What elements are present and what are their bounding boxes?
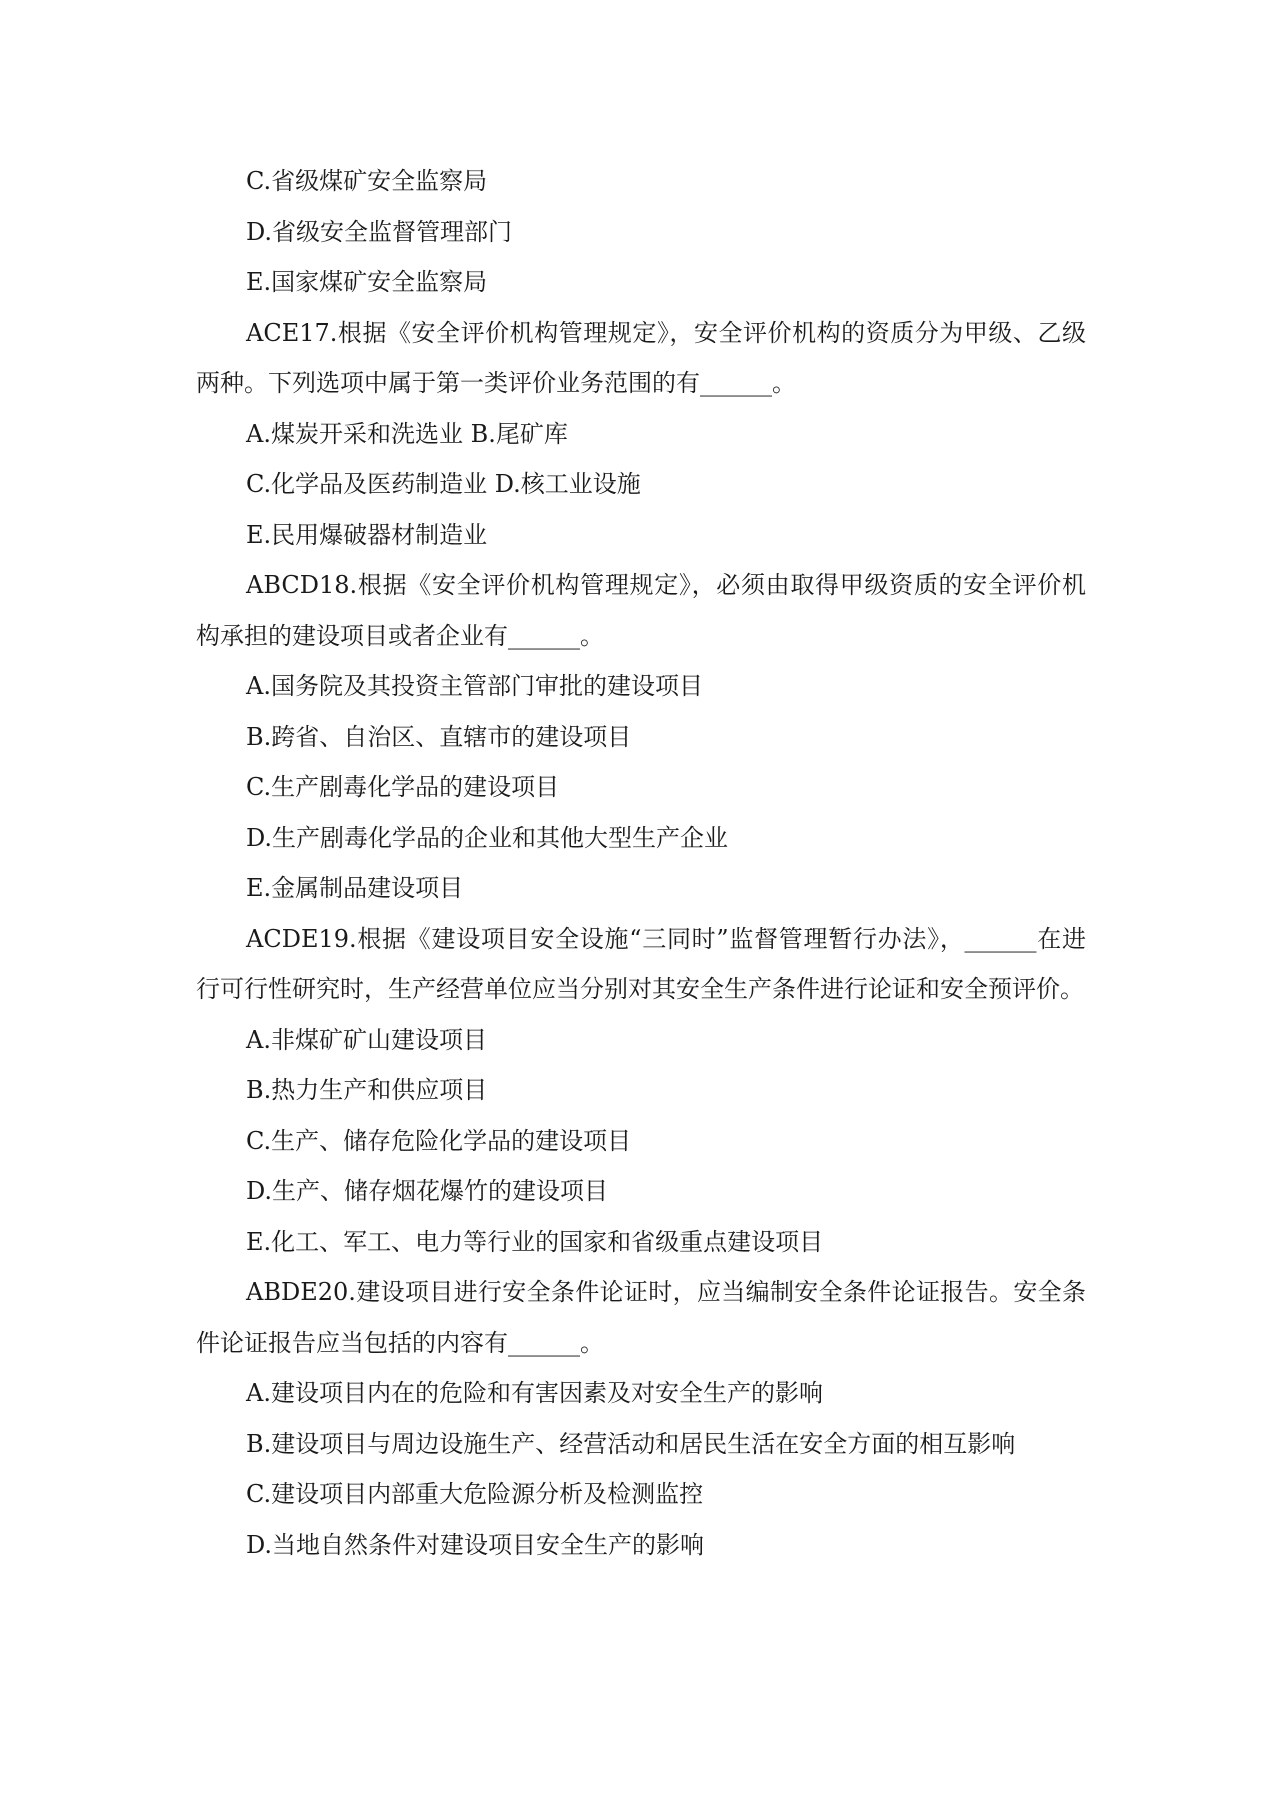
option-text: A.建设项目内在的危险和有害因素及对安全生产的影响 (246, 1379, 823, 1407)
question-17: ACE17.根据《安全评价机构管理规定》，安全评价机构的资质分为甲级、乙级两种。下列选项中属于第一类评价业务范围的有______。 (196, 318, 1086, 397)
option-text: C.省级煤矿安全监察局 (246, 167, 488, 195)
option-text: E.民用爆破器材制造业 (246, 520, 488, 549)
option-text: D.省级安全监督管理部门 (246, 217, 513, 246)
question-20: ABDE20.建设项目进行安全条件论证时，应当编制安全条件论证报告。安全条件论证报告应当包括的内容有______。 (196, 1278, 1086, 1357)
question-18: ABCD18.根据《安全评价机构管理规定》，必须由取得甲级资质的安全评价机构承担的建设项目或者企业有______。 (196, 571, 1086, 650)
option-text: D.当地自然条件对建设项目安全生产的影响 (246, 1530, 705, 1559)
option-text: D.生产剧毒化学品的企业和其他大型生产企业 (246, 823, 729, 852)
option-text: B.热力生产和供应项目 (246, 1076, 488, 1104)
option-text: C.化学品及医药制造业 D.核工业设施 (246, 470, 641, 498)
option-text: E.化工、军工、电力等行业的国家和省级重点建设项目 (246, 1227, 824, 1256)
question-19: ACDE19.根据《建设项目安全设施“三同时”监督管理暂行办法》，______在进行可行性研究时，生产经营单位应当分别对其安全生产条件进行论证和安全预评价。 (196, 924, 1086, 1003)
option-text: A.煤炭开采和洗选业 B.尾矿库 (246, 419, 568, 448)
option-text: B.建设项目与周边设施生产、经营活动和居民生活在安全方面的相互影响 (246, 1429, 1016, 1458)
option-text: A.国务院及其投资主管部门审批的建设项目 (246, 672, 703, 700)
option-text: E.金属制品建设项目 (246, 874, 464, 902)
option-text: B.跨省、自治区、直辖市的建设项目 (246, 722, 632, 751)
option-text: A.非煤矿矿山建设项目 (246, 1025, 487, 1054)
option-text: E.国家煤矿安全监察局 (246, 268, 488, 296)
option-text: C.生产剧毒化学品的建设项目 (246, 773, 560, 801)
option-text: C.生产、储存危险化学品的建设项目 (246, 1126, 632, 1155)
option-text: C.建设项目内部重大危险源分析及检测监控 (246, 1480, 704, 1508)
option-text: D.生产、储存烟花爆竹的建设项目 (246, 1177, 609, 1205)
document-body (196, 156, 1086, 1570)
